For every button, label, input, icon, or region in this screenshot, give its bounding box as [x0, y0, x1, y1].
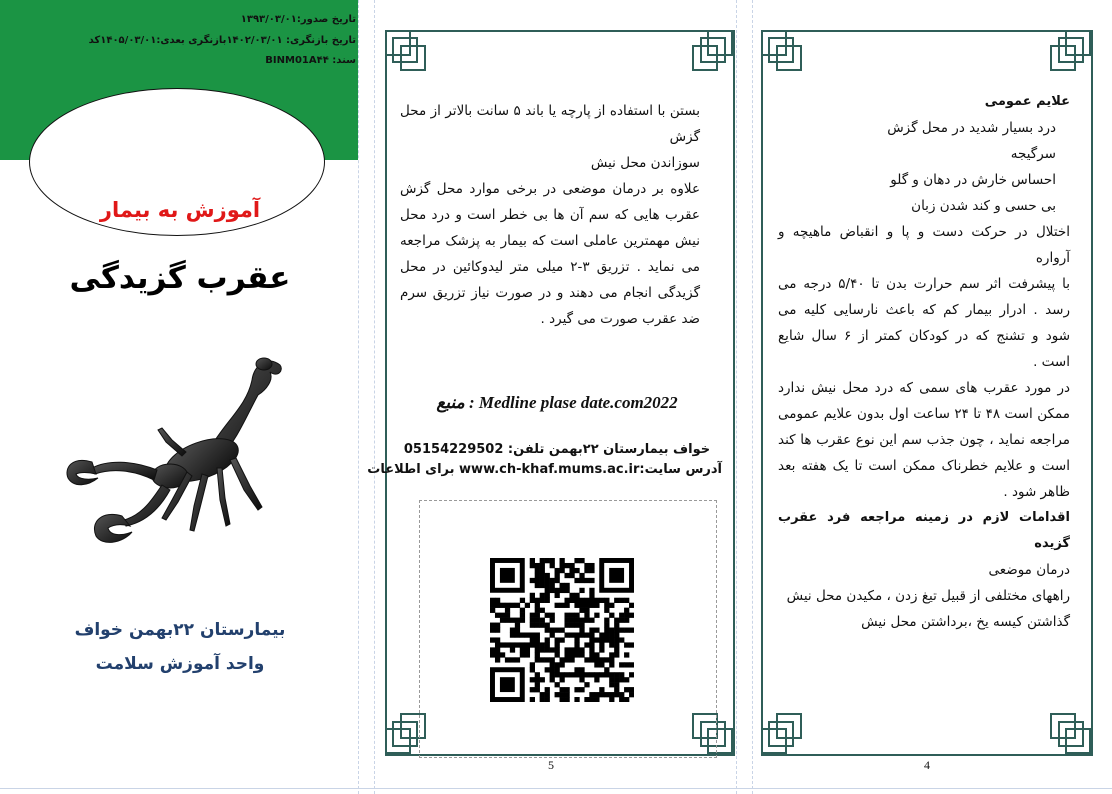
- contact-website: آدرس سایت:www.ch-khaf.mums.ac.ir برای اطلاعات: [367, 462, 722, 477]
- column-guide-4: [752, 0, 753, 794]
- column-guide-1: [358, 0, 359, 794]
- corner-ornament-top-left: [761, 30, 811, 80]
- symptom-item: درد بسیار شدید در محل گزش: [887, 120, 1056, 136]
- issue-date: تاریخ صدور:۱۳۹۳/۰۳/۰۱: [240, 14, 356, 25]
- contact-phone: خواف بیمارستان ۲۲بهمن تلفن: 05154229502: [403, 442, 711, 457]
- column-guide-3: [736, 0, 737, 794]
- text-line: سوزاندن محل نیش: [590, 155, 700, 171]
- action-item: گذاشتن کیسه یخ ،برداشتن محل نیش: [861, 614, 1070, 630]
- action-item: راههای مختلفی از قبیل تیغ زدن ، مکیدن محل نیش: [786, 588, 1070, 604]
- hospital-name: بیمارستان ۲۲بهمن خواف: [74, 620, 286, 640]
- general-symptoms-heading: علایم عمومی: [984, 94, 1070, 109]
- revision-date: تاریخ بازنگری: ۱۴۰۲/۰۳/۰۱بازنگری بعدی:۱۴۰۵/۰۳/۰۱کد: [88, 35, 356, 46]
- health-education-unit: واحد آموزش سلامت: [95, 654, 265, 674]
- cover-subtitle: آموزش به بیمار: [99, 198, 261, 222]
- right-panel-text: [778, 89, 1070, 635]
- corner-ornament-top-right: [683, 30, 733, 80]
- qr-code: [490, 558, 634, 702]
- corner-ornament-bottom-left: [761, 704, 811, 754]
- symptom-item: سرگیجه: [1010, 146, 1056, 162]
- symptom-item: با پیشرفت اثر سم حرارت بدن تا ۵/۴۰ درجه می رسد . ادرار بیمار کم که باعث نارسایی کلیه می شود و تشنج که در کودکان کمتر از ۶ سال شایع است .: [778, 276, 1071, 370]
- symptom-item: احساس خارش در دهان و گلو: [890, 172, 1056, 188]
- corner-ornament-top-right: [1041, 30, 1091, 80]
- required-actions-heading: اقدامات لازم در زمینه مراجعه فرد عقرب گزیده: [778, 510, 1070, 551]
- page-number-5: 5: [548, 758, 554, 772]
- page-number-4: 4: [924, 758, 930, 772]
- document-code: سند: BINM01A۴۴: [265, 55, 356, 66]
- symptom-item: بی حسی و کند شدن زبان: [911, 198, 1056, 214]
- text-line: بستن با استفاده از پارچه یا باند ۵ سانت بالاتر از محل گزش: [400, 103, 700, 145]
- symptom-item: اختلال در حرکت دست و پا و انقباض ماهیچه و آرواره: [778, 224, 1070, 266]
- column-guide-2: [374, 0, 375, 794]
- corner-ornament-top-left: [385, 30, 435, 80]
- scorpion-image: [62, 350, 292, 550]
- text-line: علاوه بر درمان موضعی در برخی موارد محل گزش عقرب هایی که سم آن ها بی خطر است و درد محل نیش مهمترین عاملی است که بیمار به پزشک مراجعه می نماید . تزریق ۳-۲ میلی متر لیدوکائین در محل گزیدگی انجام می دهند و در صورت نیاز تزریق سرم ضد عقرب صورت می گیرد .: [400, 181, 700, 327]
- cover-title: عقرب گزیدگی: [69, 260, 291, 296]
- action-item: درمان موضعی: [988, 562, 1070, 578]
- page-bottom-edge: [0, 788, 1112, 789]
- corner-ornament-bottom-right: [1041, 704, 1091, 754]
- source-reference: منبع : Medline plase date.com2022: [436, 393, 678, 412]
- middle-panel-text: [400, 98, 700, 332]
- symptom-item: در مورد عقرب های سمی که درد محل نیش ندارد ممکن است ۴۸ تا ۲۴ ساعت اول بدون علایم عمومی مراجعه نماید ، چون جذب سم این نوع عقرب ها کند است و علایم خطرناک ممکن است تا یک هفته بعد ظاهر شود .: [778, 380, 1070, 500]
